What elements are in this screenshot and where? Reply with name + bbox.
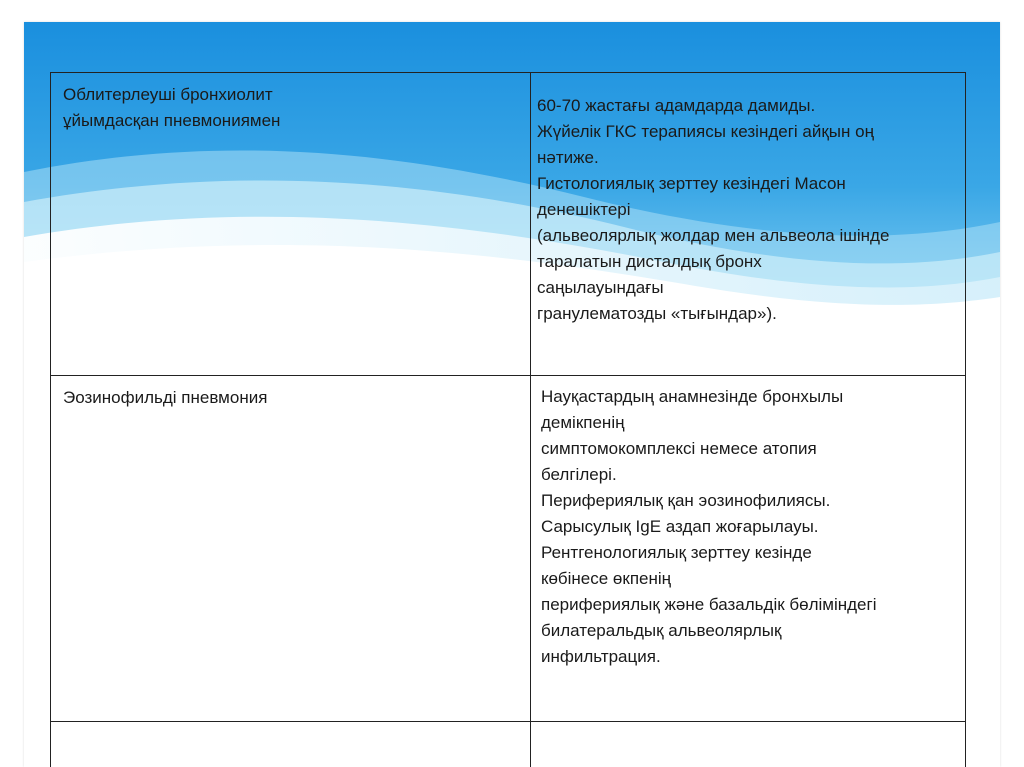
- term-line: Эозинофильді пневмония: [63, 388, 268, 407]
- description-line: Сарысулық IgE аздап жоғарылауы.: [541, 517, 819, 536]
- description-line: 60-70 жастағы адамдарда дамиды.: [537, 96, 816, 115]
- description-line: нәтиже.: [537, 148, 599, 167]
- table-row: [51, 722, 966, 767]
- description-line: Рентгенологиялық зерттеу кезінде: [541, 543, 812, 562]
- description-line: Перифериялық қан эозинофилиясы.: [541, 491, 831, 510]
- description-line: перифериялық және базальдік бөліміндегі: [541, 595, 877, 614]
- description-line: саңылауындағы: [537, 278, 664, 297]
- empty-cell: [51, 722, 531, 767]
- description-line: Жүйелік ГКС терапиясы кезіндегі айқын оң: [537, 122, 874, 141]
- description-line: симптомокомплексі немесе атопия: [541, 439, 817, 458]
- description-line: денешіктері: [537, 200, 631, 219]
- description-cell: [531, 73, 966, 376]
- table-row: [51, 73, 966, 376]
- content-table: [50, 72, 966, 767]
- empty-cell: [531, 722, 966, 767]
- term-cell: [51, 376, 531, 722]
- description-line: Гистологиялық зерттеу кезіндегі Масон: [537, 174, 846, 193]
- description-line: белгілері.: [541, 465, 617, 484]
- term-cell: [51, 73, 531, 376]
- slide: [24, 22, 1000, 767]
- description-line: таралатын дисталдық бронх: [537, 252, 762, 271]
- description-line: билатеральдық альвеолярлық: [541, 621, 782, 640]
- description-cell: [531, 376, 966, 722]
- description-line: гранулематозды «тығындар»).: [537, 304, 777, 323]
- term-line: ұйымдасқан пневмониямен: [63, 111, 281, 130]
- description-line: көбінесе өкпенің: [541, 569, 672, 588]
- description-line: демікпенің: [541, 413, 625, 432]
- term-line: Облитерлеуші бронхиолит: [63, 85, 273, 104]
- description-line: инфильтрация.: [541, 647, 661, 666]
- description-line: (альвеолярлық жолдар мен альвеола ішінде: [537, 226, 890, 245]
- description-line: Науқастардың анамнезінде бронхылы: [541, 387, 844, 406]
- table-row: [51, 376, 966, 722]
